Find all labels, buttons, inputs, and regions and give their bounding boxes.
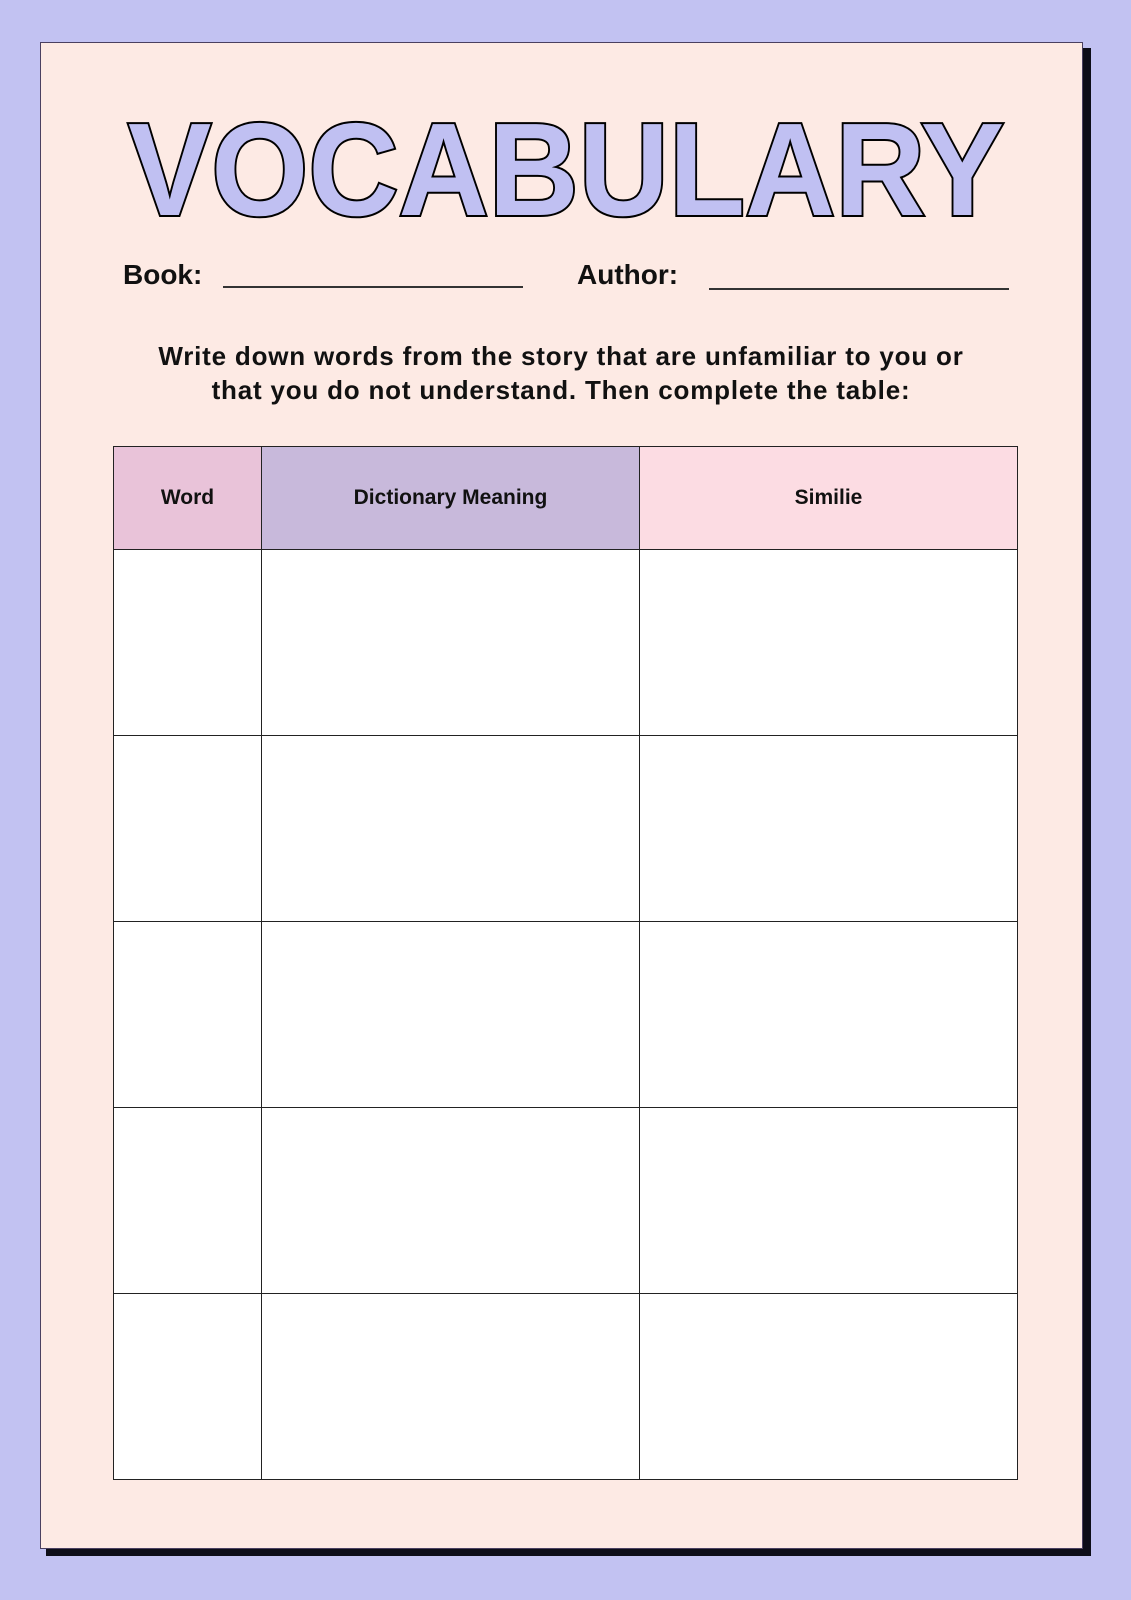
meaning-cell[interactable] xyxy=(262,736,640,922)
word-cell[interactable] xyxy=(114,1108,262,1294)
meaning-cell[interactable] xyxy=(262,1294,640,1480)
instructions-line-1: Write down words from the story that are unfamiliar to you or xyxy=(158,341,964,371)
header-similie: Similie xyxy=(640,447,1018,550)
table-row xyxy=(114,1294,1018,1480)
table-row xyxy=(114,736,1018,922)
meaning-cell[interactable] xyxy=(262,1108,640,1294)
header-dictionary-meaning: Dictionary Meaning xyxy=(262,447,640,550)
page-title xyxy=(126,117,1006,221)
vocabulary-table xyxy=(113,446,1018,1480)
similie-cell[interactable] xyxy=(640,550,1018,736)
instructions-line-2: that you do not understand. Then complete the table: xyxy=(211,375,911,405)
instructions xyxy=(101,339,1021,407)
word-cell[interactable] xyxy=(114,922,262,1108)
author-input-line[interactable] xyxy=(709,288,1009,290)
similie-cell[interactable] xyxy=(640,1294,1018,1480)
worksheet-page xyxy=(40,42,1083,1549)
author-label: Author: xyxy=(577,259,679,290)
similie-cell[interactable] xyxy=(640,922,1018,1108)
word-cell[interactable] xyxy=(114,736,262,922)
similie-cell[interactable] xyxy=(640,1108,1018,1294)
book-label: Book: xyxy=(123,259,203,290)
table-header-row xyxy=(114,447,1018,550)
meaning-cell[interactable] xyxy=(262,922,640,1108)
meaning-cell[interactable] xyxy=(262,550,640,736)
header-word: Word xyxy=(114,447,262,550)
word-cell[interactable] xyxy=(114,550,262,736)
table-row xyxy=(114,550,1018,736)
word-cell[interactable] xyxy=(114,1294,262,1480)
similie-cell[interactable] xyxy=(640,736,1018,922)
table-row xyxy=(114,922,1018,1108)
title-text: VOCABULARY xyxy=(128,117,1004,221)
table-row xyxy=(114,1108,1018,1294)
book-input-line[interactable] xyxy=(223,286,523,288)
